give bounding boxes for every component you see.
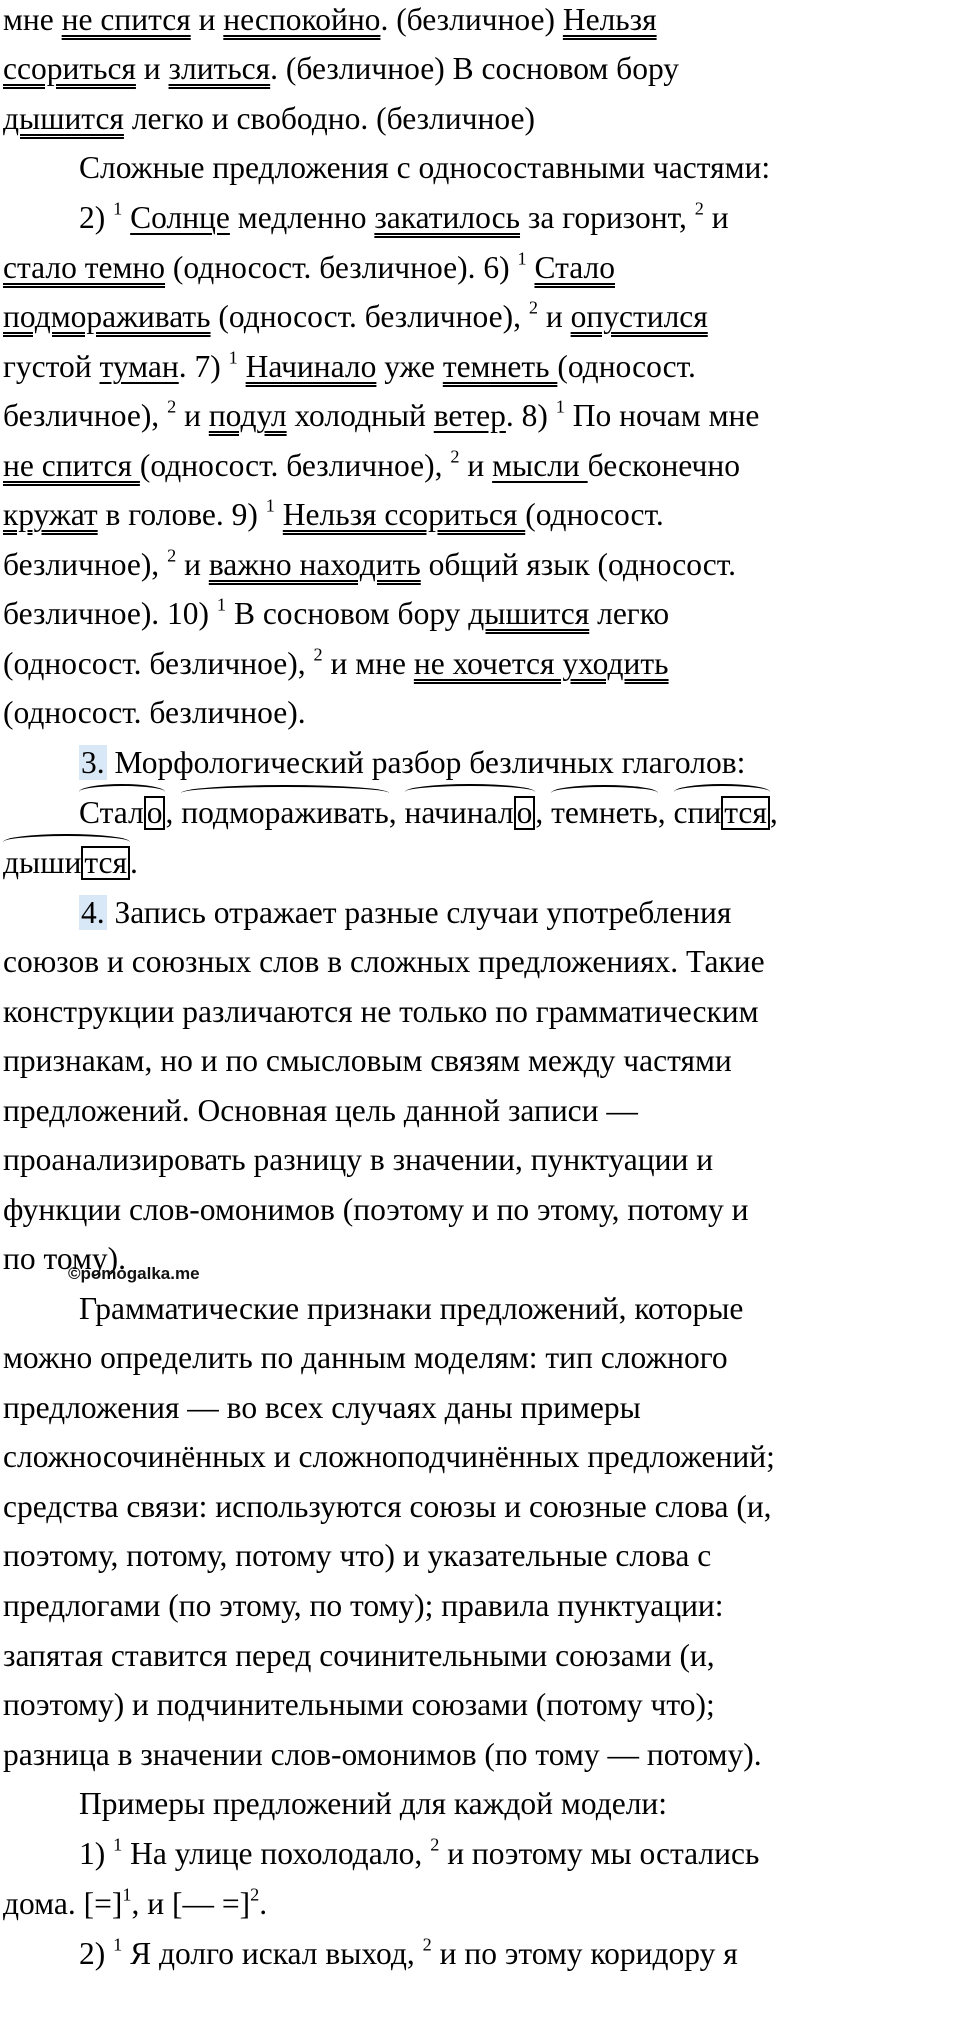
text-run: легко — [589, 596, 670, 631]
text-line — [79, 1788, 667, 1820]
predicate-underline: подул — [208, 398, 287, 433]
text-run: легко и свободно. (безличное) — [123, 101, 535, 136]
predicate-underline: подмораживать — [3, 299, 211, 334]
text-line — [3, 1194, 748, 1226]
text-line — [3, 1739, 762, 1771]
text-line — [3, 644, 669, 681]
text-run: В сосновом бору — [226, 596, 469, 631]
text-run: и поэтому мы остались — [439, 1836, 760, 1871]
text-line — [79, 1834, 760, 1871]
text-line — [3, 545, 737, 582]
text-run: предложения — во всех случаях даны примеры — [3, 1390, 641, 1425]
part-number: 2 — [694, 198, 704, 219]
text-run: , и [— =] — [131, 1886, 251, 1921]
text-run: , — [657, 795, 674, 830]
text-line — [3, 846, 138, 880]
text-run: Примеры предложений для каждой модели: — [79, 1786, 668, 1821]
text-line — [3, 1441, 775, 1473]
morpheme-word: Стало — [79, 796, 165, 830]
morpheme-word: спится — [674, 796, 770, 830]
morpheme-word: темнеть — [551, 797, 658, 829]
text-run: конструкции различаются не только по грамматическим — [3, 994, 759, 1029]
text-run: мне — [3, 2, 62, 37]
part-number: 1 — [265, 495, 275, 516]
text-run: По ночам мне — [564, 398, 760, 433]
predicate-underline: Начинало — [245, 349, 377, 384]
text-run: признакам, но и по смысловым связям между частями — [3, 1043, 732, 1078]
part-number: 2 — [167, 545, 177, 566]
part-number: 1 — [113, 1934, 123, 1955]
text-run: дома. [=] — [3, 1886, 123, 1921]
text-run: . (безличное) В сосновом бору — [270, 51, 680, 86]
text-run: союзов и союзных слов в сложных предложениях. Такие — [3, 944, 765, 979]
text-line — [79, 747, 745, 779]
text-run: разница в значении слов-омонимов (по тому — потому). — [3, 1737, 762, 1772]
text-run: по тому). — [3, 1241, 127, 1276]
text-run: Морфологический разбор безличных глаголов: — [106, 745, 746, 780]
text-run: в голове. 9) — [97, 497, 266, 532]
predicate-underline: неспокойно — [223, 2, 381, 37]
part-number: 2 — [450, 446, 460, 467]
text-run: (односост. безличное), — [139, 448, 451, 483]
text-run: безличное), — [3, 398, 168, 433]
text-line — [3, 1491, 772, 1523]
text-line — [3, 248, 615, 285]
predicate-underline: важно находить — [208, 547, 421, 582]
part-number: 1 — [228, 347, 238, 368]
text-run: предлогами (по этому, по тому); правила пунктуации: — [3, 1588, 724, 1623]
text-run: и — [190, 2, 224, 37]
text-line — [79, 1934, 738, 1971]
predicate-underline: Нельзя — [562, 2, 657, 37]
text-run: (односост. безличное), — [3, 646, 314, 681]
predicate-underline: опустился — [570, 299, 708, 334]
text-run — [238, 349, 246, 384]
text-run: (односост. — [525, 497, 664, 532]
text-line — [3, 1884, 268, 1921]
text-run: поэтому) и подчинительными союзами (потому что); — [3, 1687, 715, 1722]
text-run: , — [165, 795, 182, 830]
part-number: 2 — [528, 297, 538, 318]
text-run: Запись отражает разные случаи употребления — [106, 895, 732, 930]
text-run: и по этому коридору я — [431, 1936, 738, 1971]
text-run: , — [769, 795, 778, 830]
text-line — [79, 796, 778, 830]
subject-underline: Солнце — [130, 200, 230, 235]
text-run: медленно — [229, 200, 375, 235]
predicate-underline: дышится — [3, 101, 124, 136]
morpheme-word: начинало — [405, 796, 536, 830]
text-line — [3, 347, 696, 384]
text-run: предложений. Основная цель данной записи — — [3, 1093, 638, 1128]
text-line — [3, 1342, 728, 1374]
text-line — [3, 446, 740, 483]
text-line — [3, 1045, 732, 1077]
text-run: (односост. — [557, 349, 696, 384]
predicate-underline: закатилось — [374, 200, 521, 235]
text-line — [3, 4, 657, 36]
predicate-underline: Нельзя ссориться — [282, 497, 526, 532]
text-line — [79, 1293, 743, 1325]
text-line — [3, 1640, 715, 1672]
ending-box: тся — [81, 846, 130, 880]
part-number: 1 — [122, 1884, 132, 1905]
predicate-underline: дышится — [468, 596, 590, 631]
text-run: сложносочинённых и сложноподчинённых предложений; — [3, 1439, 775, 1474]
text-run: поэтому, потому, потому что) и указательные слова с — [3, 1538, 712, 1573]
part-number: 2 — [313, 644, 323, 665]
predicate-underline: ссориться — [3, 51, 136, 86]
text-run: . — [129, 845, 138, 880]
text-run: (односост. безличное), — [210, 299, 529, 334]
text-run: и — [538, 299, 571, 334]
task-number: 4. — [81, 895, 105, 930]
text-line — [3, 1590, 724, 1622]
text-line — [3, 1540, 711, 1572]
morpheme-word: дышится — [3, 846, 130, 880]
text-run: Сложные предложения с односоставными частями: — [79, 150, 771, 185]
ending-box: тся — [721, 796, 770, 830]
text-run: средства связи: используются союзы и союзные слова (и, — [3, 1489, 772, 1524]
text-line — [3, 1095, 638, 1127]
task-number: 3. — [81, 745, 105, 780]
part-number: 2 — [167, 396, 177, 417]
text-line — [3, 1392, 641, 1424]
text-run: безличное), — [3, 547, 168, 582]
text-run: и мне — [322, 646, 414, 681]
text-run: 1) — [79, 1836, 114, 1871]
subject-underline: ветер — [433, 398, 506, 433]
text-line — [3, 396, 760, 433]
text-line — [3, 103, 535, 135]
text-run: и — [703, 200, 729, 235]
predicate-underline: не спится — [61, 2, 191, 37]
text-run: за горизонт, — [520, 200, 695, 235]
watermark: ©pomogalka.me — [68, 1264, 200, 1283]
text-run: . (безличное) — [380, 2, 563, 37]
text-run: густой — [3, 349, 100, 384]
predicate-underline: не хочется уходить — [413, 646, 669, 681]
text-run: можно определить по данным моделям: тип сложного — [3, 1340, 728, 1375]
text-run: , — [535, 795, 552, 830]
text-run: и — [176, 398, 209, 433]
text-run: запятая ставится перед сочинительными союзами (и, — [3, 1638, 715, 1673]
text-run: бесконечно — [587, 448, 740, 483]
text-run: и — [459, 448, 493, 483]
part-number: 1 — [216, 594, 227, 615]
text-run: функции слов-омонимов (поэтому и по этому, потому и — [3, 1192, 749, 1227]
text-line — [3, 53, 679, 85]
text-run: (односост. безличное). — [3, 695, 306, 730]
part-number: 1 — [517, 248, 527, 269]
ending-box: о — [514, 796, 536, 830]
text-run: 2) — [79, 1936, 114, 1971]
text-run: (односост. безличное). 6) — [165, 250, 518, 285]
text-run: уже — [376, 349, 443, 384]
text-line — [3, 697, 306, 729]
text-line — [3, 1689, 715, 1721]
part-number: 1 — [113, 1834, 123, 1855]
part-number: 1 — [555, 396, 565, 417]
text-run: 2) — [79, 200, 114, 235]
predicate-underline: не спится — [3, 448, 140, 483]
part-number: 1 — [113, 198, 123, 219]
morpheme-word: подмораживать — [181, 797, 389, 829]
text-run: . 7) — [178, 349, 229, 384]
part-number: 2 — [430, 1834, 440, 1855]
text-line — [3, 996, 759, 1028]
predicate-underline: кружат — [3, 497, 98, 532]
text-run: проанализировать разницу в значении, пунктуации и — [3, 1142, 714, 1177]
text-line — [79, 897, 731, 929]
subject-underline: туман — [99, 349, 179, 384]
text-line — [3, 594, 670, 631]
text-run: и — [135, 51, 169, 86]
text-run: Я долго искал выход, — [122, 1936, 423, 1971]
text-run: общий язык (односост. — [420, 547, 737, 582]
text-line — [79, 152, 770, 184]
text-run — [122, 200, 130, 235]
predicate-underline: Стало — [534, 250, 615, 285]
part-number: 2 — [250, 1884, 260, 1905]
text-run: , — [388, 795, 405, 830]
predicate-underline: стало темно — [3, 250, 166, 285]
predicate-underline: темнеть — [442, 349, 558, 384]
text-run: и — [176, 547, 209, 582]
subject-underline: мысли — [492, 448, 588, 483]
text-run: безличное). 10) — [3, 596, 217, 631]
predicate-underline: злиться — [168, 51, 271, 86]
part-number: 2 — [422, 1934, 432, 1955]
text-run: холодный — [286, 398, 434, 433]
text-line — [3, 297, 708, 334]
text-run — [275, 497, 283, 532]
ending-box: о — [144, 796, 166, 830]
text-run: . 8) — [505, 398, 556, 433]
text-line — [3, 1144, 713, 1176]
text-run: . — [259, 1886, 268, 1921]
text-line — [3, 946, 765, 978]
text-line — [3, 495, 664, 532]
text-line — [79, 198, 729, 235]
text-run: На улице похолодало, — [122, 1836, 431, 1871]
text-run: Грамматические признаки предложений, которые — [79, 1291, 744, 1326]
